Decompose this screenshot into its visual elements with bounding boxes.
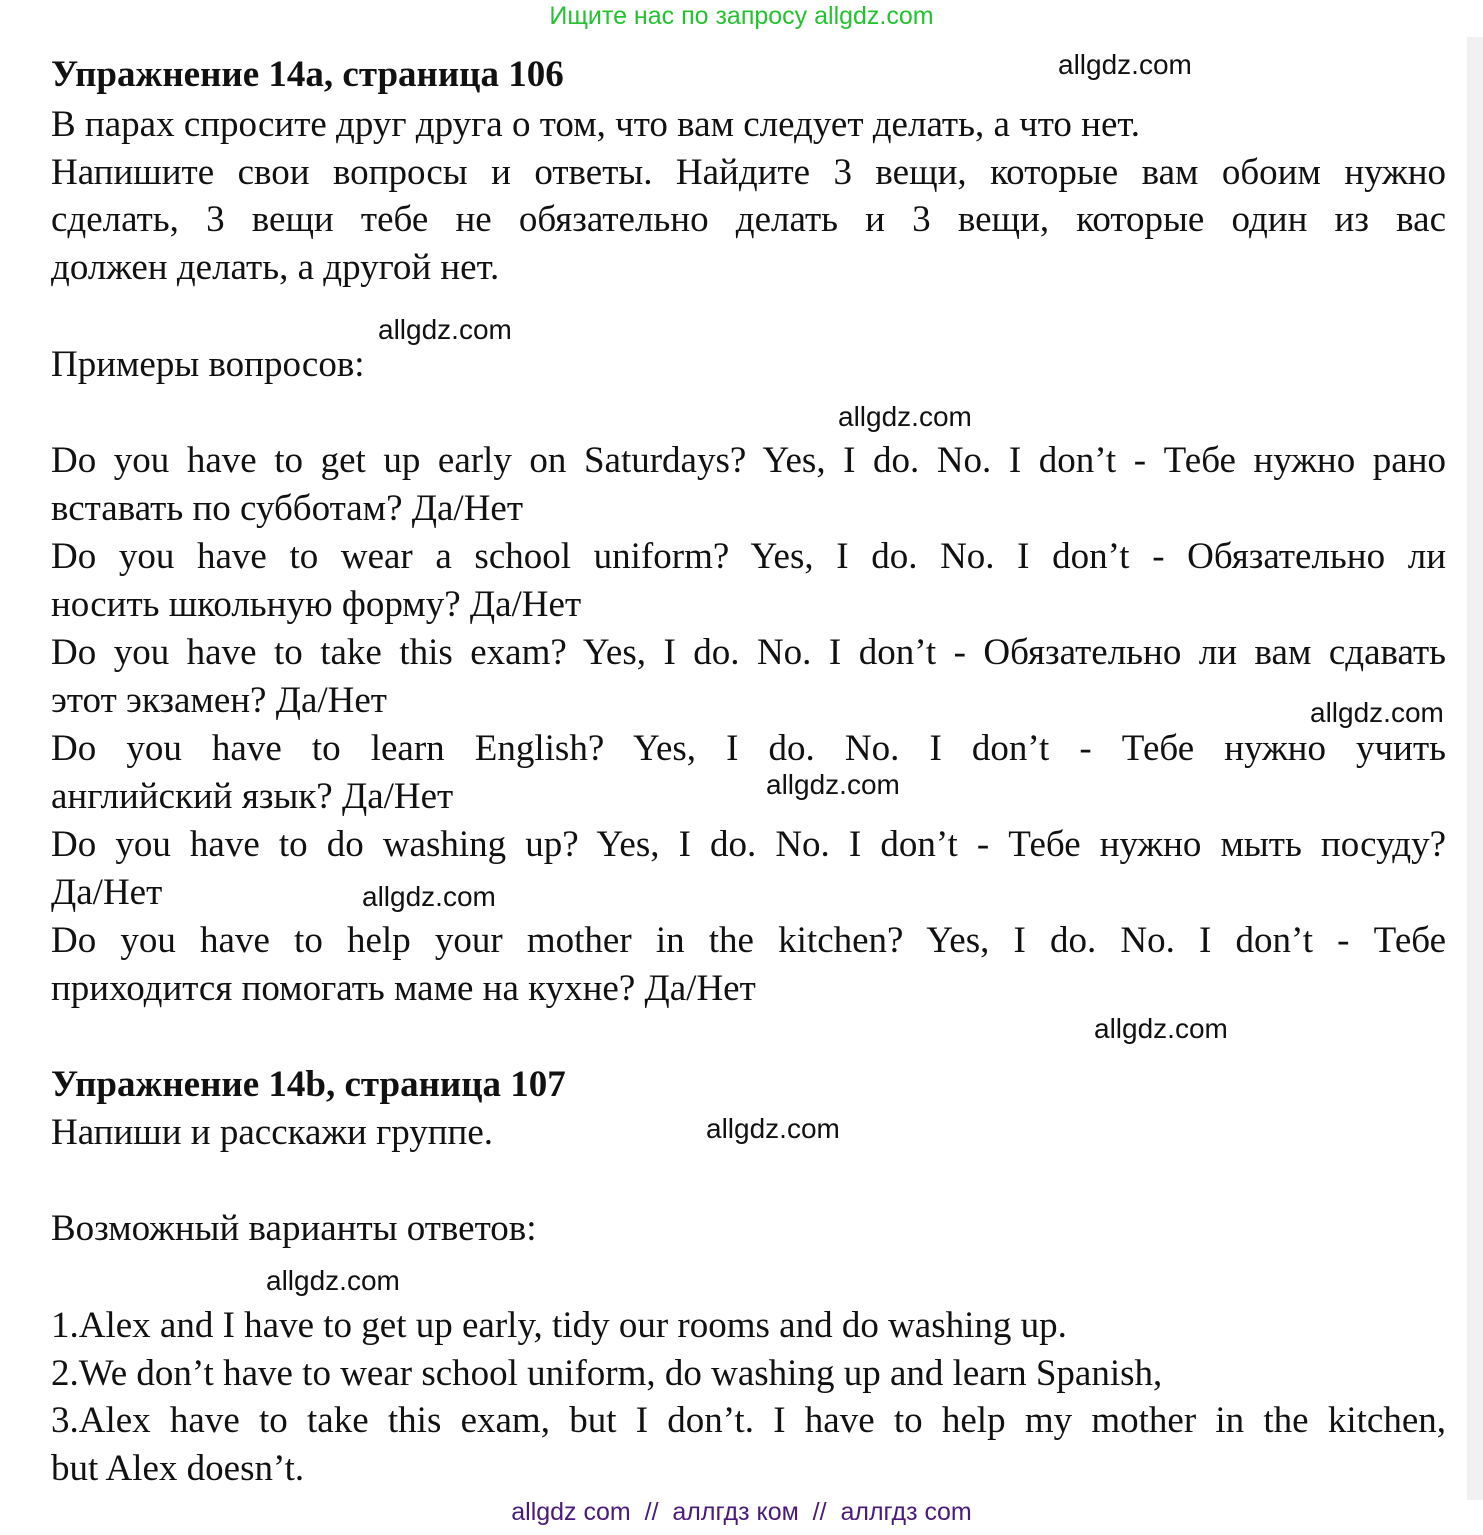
- task-line: Напиши и расскажи группе.: [51, 1112, 494, 1153]
- task-line: должен делать, а другой нет.: [51, 247, 500, 288]
- footer-links[interactable]: allgdz com // аллгдз ком // аллгдз com: [511, 1498, 972, 1526]
- example-line: Do you have to learn English? Yes, I do. No. I don’t - Тебе нужно учить: [51, 728, 1446, 769]
- example-line: вставать по субботам? Да/Нет: [51, 488, 524, 529]
- watermark: allgdz.com: [838, 401, 972, 432]
- example-line: Да/Нет: [51, 872, 163, 913]
- example-line: этот экзамен? Да/Нет: [51, 680, 387, 721]
- watermark: allgdz.com: [766, 769, 900, 800]
- search-banner[interactable]: Ищите нас по запросу allgdz.com: [549, 2, 934, 30]
- answer-line: 2.We don’t have to wear school uniform, do washing up and learn Spanish,: [51, 1353, 1163, 1394]
- watermark: allgdz.com: [1310, 697, 1444, 728]
- watermark: allgdz.com: [706, 1113, 840, 1144]
- answer-line: 3.Alex have to take this exam, but I don’t. I have to help my mother in the kitchen,: [51, 1400, 1446, 1441]
- example-line: Do you have to do washing up? Yes, I do. No. I don’t - Тебе нужно мыть посуду?: [51, 824, 1446, 865]
- answer-line: but Alex doesn’t.: [51, 1448, 305, 1489]
- answer-line: 1.Alex and I have to get up early, tidy our rooms and do washing up.: [51, 1305, 1067, 1346]
- example-line: Do you have to wear a school uniform? Yes, I do. No. I don’t - Обязательно ли: [51, 536, 1446, 577]
- watermark: allgdz.com: [362, 881, 496, 912]
- watermark: allgdz.com: [378, 314, 512, 345]
- task-line: сделать, 3 вещи тебе не обязательно делать и 3 вещи, которые один из вас: [51, 199, 1446, 240]
- task-line: Напишите свои вопросы и ответы. Найдите 3 вещи, которые вам обоим нужно: [51, 152, 1446, 193]
- example-line: Do you have to get up early on Saturdays? Yes, I do. No. I don’t - Тебе нужно рано: [51, 440, 1446, 481]
- watermark: allgdz.com: [1094, 1013, 1228, 1044]
- example-line: Do you have to help your mother in the kitchen? Yes, I do. No. I don’t - Тебе: [51, 920, 1446, 961]
- watermark: allgdz.com: [266, 1265, 400, 1296]
- scrollbar-track[interactable]: [1467, 37, 1483, 1500]
- examples-label: Примеры вопросов:: [51, 344, 365, 385]
- watermark: allgdz.com: [1058, 49, 1192, 80]
- example-line: носить школьную форму? Да/Нет: [51, 584, 582, 625]
- example-line: Do you have to take this exam? Yes, I do. No. I don’t - Обязательно ли вам сдавать: [51, 632, 1446, 673]
- exercise-14a-title: Упражнение 14a, страница 106: [51, 54, 564, 95]
- exercise-14b-title: Упражнение 14b, страница 107: [51, 1064, 566, 1105]
- answers-label: Возможный варианты ответов:: [51, 1208, 537, 1249]
- example-line: английский язык? Да/Нет: [51, 776, 454, 817]
- task-line: В парах спросите друг друга о том, что вам следует делать, а что нет.: [51, 104, 1141, 145]
- example-line: приходится помогать маме на кухне? Да/Нет: [51, 968, 756, 1009]
